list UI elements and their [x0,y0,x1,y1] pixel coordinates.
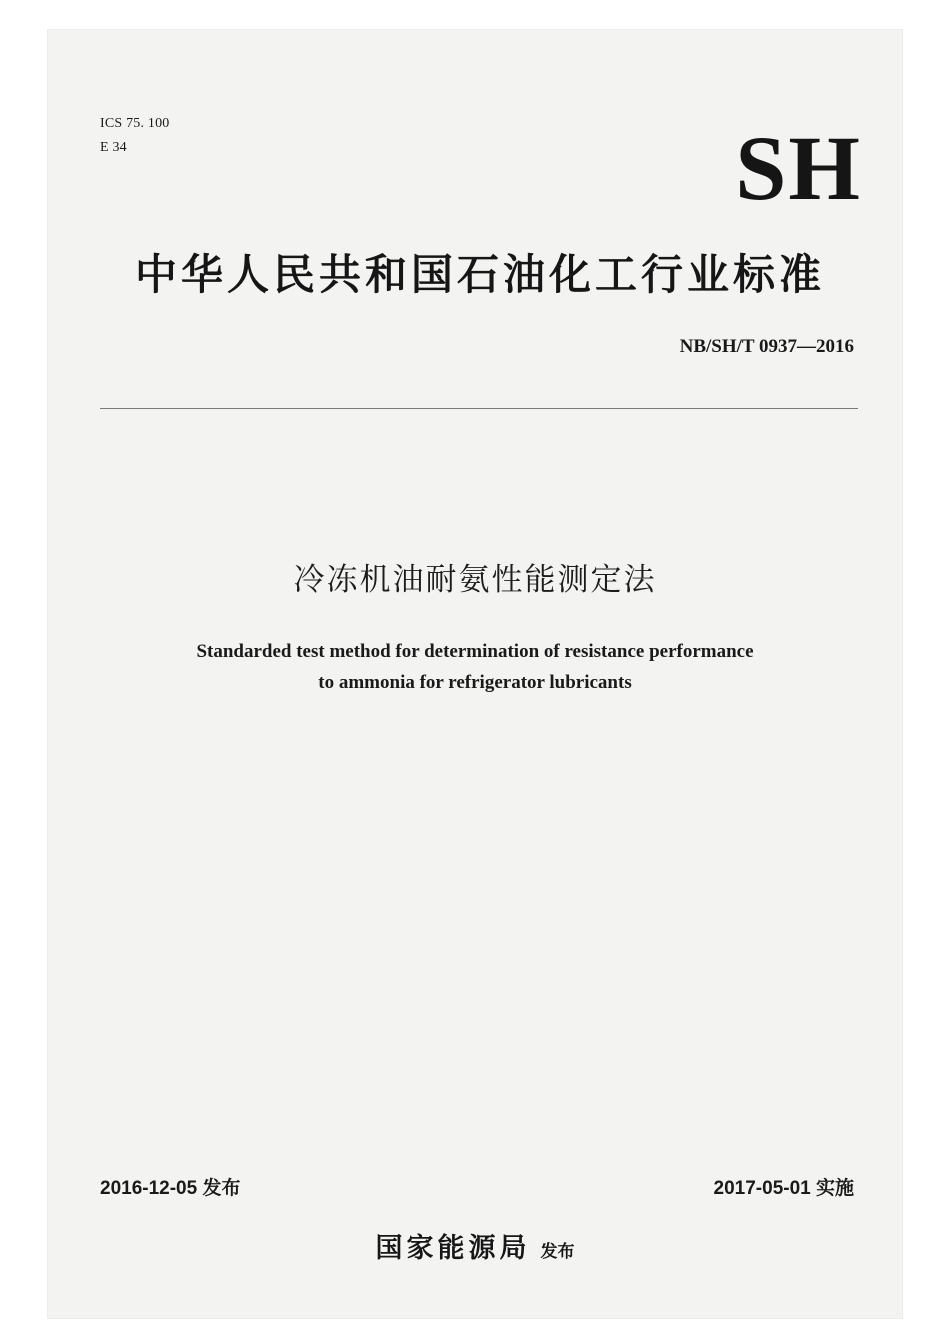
implementation-date: 2017-05-01 实施 [713,1178,854,1199]
header-divider [100,408,858,409]
issue-date: 2016-12-05 发布 [100,1178,241,1199]
publisher-agency: 国家能源局 [375,1233,531,1264]
publisher-action: 发布 [540,1242,575,1262]
publisher [48,1226,902,1265]
document-title-en-line-2: to ammonia for refrigerator lubricants [318,672,632,693]
document-title-en-line-1: Standarded test method for determination of resistance performance [196,641,754,662]
standard-number: NB/SH/T 0937—2016 [679,336,854,357]
document-title-cn: 冷冻机油耐氨性能测定法 [293,562,657,598]
document-title-en [88,636,862,698]
standard-title: 中华人民共和国石油化工行业标准 [134,250,825,299]
document-page [48,30,902,1318]
classification-code: E 34 [100,140,127,155]
ics-code: ICS 75. 100 [100,116,170,131]
sh-logo: SH [735,117,862,219]
